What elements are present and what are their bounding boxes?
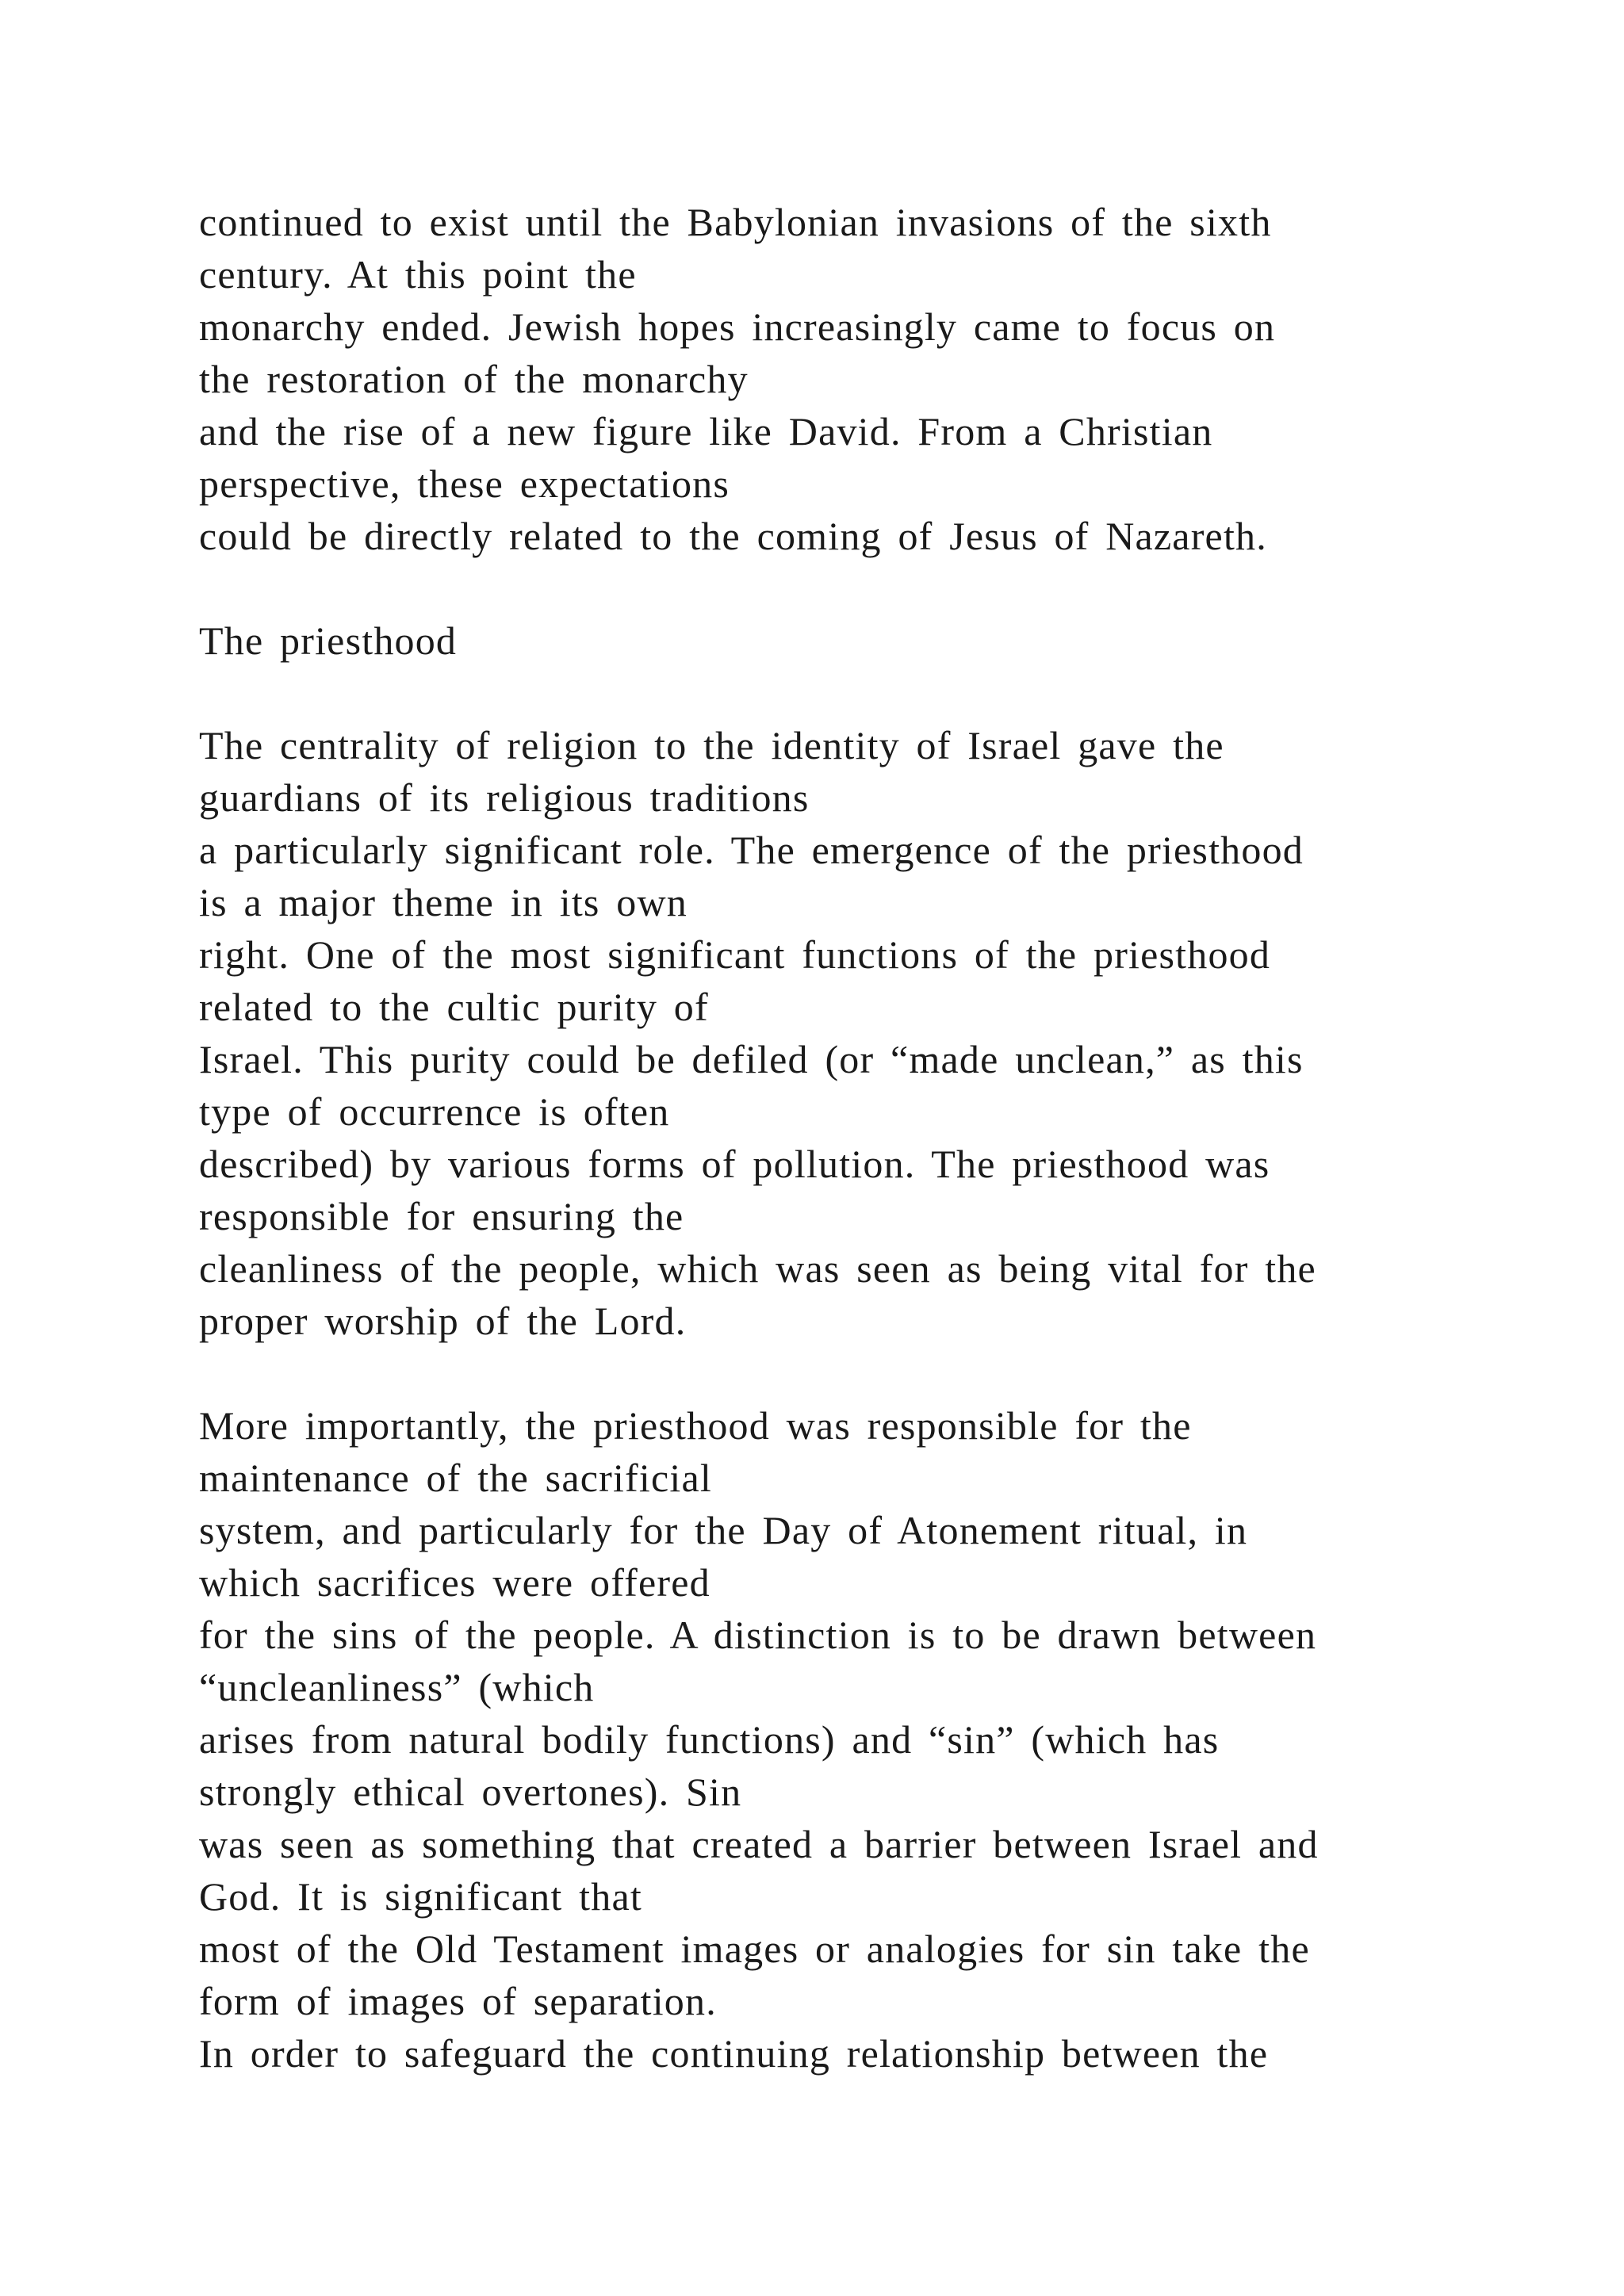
text-line: continued to exist until the Babylonian invasions of the sixth (199, 200, 1272, 244)
text-line: In order to safeguard the continuing relationship between the (199, 2031, 1269, 2076)
section-heading: The priesthood (199, 618, 458, 663)
text-line: perspective, these expectations (199, 461, 730, 506)
text-line: monarchy ended. Jewish hopes increasingly came to focus on (199, 304, 1276, 349)
blank-line (199, 667, 1436, 719)
text-line: strongly ethical overtones). Sin (199, 1770, 742, 1814)
text-line: proper worship of the Lord. (199, 1299, 687, 1343)
text-line: which sacrifices were offered (199, 1560, 710, 1605)
text-line: a particularly significant role. The emergence of the priesthood (199, 828, 1304, 872)
text-line: Israel. This purity could be defiled (or “made unclean,” as this (199, 1037, 1304, 1081)
text-line: responsible for ensuring the (199, 1194, 684, 1238)
document-body (199, 196, 1436, 2080)
text-line: century. At this point the (199, 252, 637, 297)
text-line: is a major theme in its own (199, 880, 688, 924)
text-line: “uncleanliness” (which (199, 1665, 595, 1709)
blank-line (199, 1347, 1436, 1399)
text-line: More importantly, the priesthood was responsible for the (199, 1403, 1192, 1448)
text-line: cleanliness of the people, which was seen as being vital for the (199, 1246, 1316, 1291)
blank-line (199, 562, 1436, 614)
text-line: guardians of its religious traditions (199, 775, 810, 820)
text-line: The centrality of religion to the identity of Israel gave the (199, 723, 1224, 767)
text-line: maintenance of the sacrificial (199, 1456, 712, 1500)
text-line: most of the Old Testament images or analogies for sin take the (199, 1927, 1310, 1971)
text-line: and the rise of a new figure like David. From a Christian (199, 409, 1213, 453)
text-line: related to the cultic purity of (199, 985, 709, 1029)
text-line: was seen as something that created a barrier between Israel and (199, 1822, 1319, 1866)
text-line: could be directly related to the coming of Jesus of Nazareth. (199, 514, 1267, 558)
text-line: form of images of separation. (199, 1979, 717, 2023)
text-line: system, and particularly for the Day of Atonement ritual, in (199, 1508, 1248, 1552)
text-line: described) by various forms of pollution. The priesthood was (199, 1142, 1270, 1186)
text-line: arises from natural bodily functions) and “sin” (which has (199, 1717, 1220, 1762)
text-line: right. One of the most significant functions of the priesthood (199, 932, 1271, 977)
text-line: for the sins of the people. A distinction is to be drawn between (199, 1613, 1317, 1657)
text-line: God. It is significant that (199, 1874, 642, 1919)
text-line: the restoration of the monarchy (199, 357, 749, 401)
text-line: type of occurrence is often (199, 1089, 670, 1134)
